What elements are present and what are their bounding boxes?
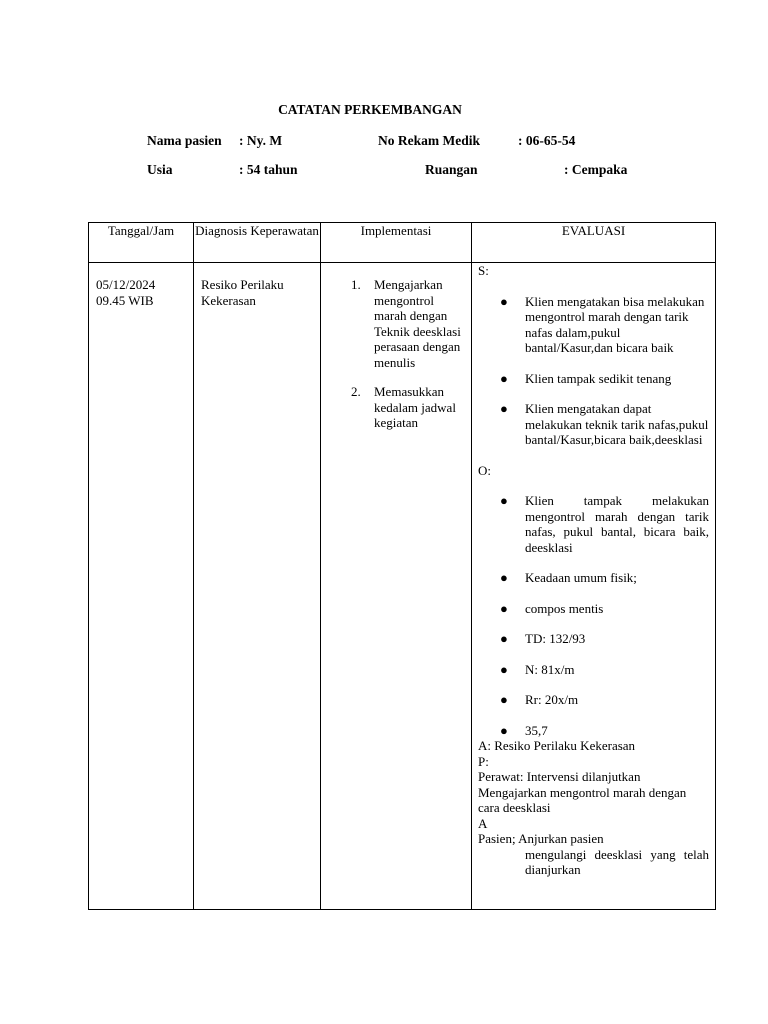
bullet-icon: ●: [500, 661, 508, 677]
patient-name-value: : Ny. M: [239, 133, 283, 148]
list-item-text: Rr: 20x/m: [525, 692, 579, 707]
column-header-evaluation: EVALUASI: [472, 223, 716, 263]
column-header-diagnosis: Diagnosis Keperawatan: [194, 223, 321, 263]
room-label: Ruangan: [425, 162, 478, 177]
list-item: [478, 493, 709, 555]
column-header-date: Tanggal/Jam: [89, 223, 194, 263]
list-item-text: Klien mengatakan dapat melakukan teknik tarik nafas,pukul bantal/Kasur,bicara baik,deesklasi: [525, 401, 709, 447]
bullet-icon: ●: [500, 722, 508, 738]
list-item-text: 35,7: [525, 722, 548, 738]
evaluation-cell: [472, 263, 716, 910]
bullet-icon: ●: [500, 293, 508, 309]
list-item: [478, 631, 709, 647]
list-item: [351, 277, 467, 370]
bullet-icon: ●: [500, 370, 508, 386]
subjective-label: S:: [478, 263, 489, 278]
list-item-text: Memasukkan kedalam jadwal kegiatan: [374, 384, 456, 430]
list-item: [351, 384, 467, 431]
list-item: [478, 662, 709, 678]
implementation-list: [351, 277, 467, 431]
list-item-text: Mengajarkan mengontrol marah dengan Teknik deesklasi perasaan dengan menulis: [374, 277, 461, 370]
progress-notes-table: [88, 222, 716, 910]
age-value: : 54 tahun: [239, 162, 298, 177]
assessment-line: A: Resiko Perilaku Kekerasan: [478, 738, 636, 753]
table-header-row: [89, 223, 716, 263]
implementation-cell: [321, 263, 472, 910]
bullet-icon: ●: [500, 493, 508, 508]
bullet-icon: ●: [500, 600, 508, 616]
patient-name-label: Nama pasien: [147, 133, 222, 148]
plan-teaching: Mengajarkan mengontrol marah dengan cara deesklasi: [478, 784, 687, 815]
subjective-list: [478, 294, 709, 448]
list-item: [478, 401, 709, 448]
list-item-text: compos mentis: [525, 600, 604, 616]
bullet-icon: ●: [500, 631, 508, 646]
list-item-text: Klien tampak sedikit tenang: [525, 370, 672, 386]
plan-nurse: Perawat: Intervensi dilanjutkan: [478, 769, 641, 784]
date-cell: [89, 263, 194, 910]
list-item-text: Klien tampak melakukan mengontrol marah dengan tarik nafas, pukul bantal, bicara baik, deesklasi: [525, 493, 709, 555]
medical-record-value: : 06-65-54: [518, 133, 576, 148]
room-value: : Cempaka: [564, 162, 628, 177]
table-row: [89, 263, 716, 910]
time-text: 09.45 WIB: [96, 292, 154, 308]
list-item: [478, 371, 709, 387]
list-item: [478, 294, 709, 356]
bullet-icon: ●: [500, 692, 508, 707]
diagnosis-text: Resiko Perilaku Kekerasan: [201, 277, 284, 308]
plan-a-label: A: [478, 815, 488, 831]
plan-patient-continued: mengulangi deesklasi yang telah dianjurkan: [525, 846, 709, 877]
objective-list: [478, 493, 709, 738]
list-item: [478, 601, 709, 617]
document-title: CATATAN PERKEMBANGAN: [278, 102, 462, 117]
list-item-text: N: 81x/m: [525, 661, 575, 677]
list-number: 2.: [351, 384, 361, 399]
list-item-text: Klien mengatakan bisa melakukan mengontrol marah dengan tarik nafas dalam,pukul bantal/Kasur,dan bicara baik: [525, 293, 705, 355]
list-item-text: Keadaan umum fisik;: [525, 570, 637, 585]
list-item: [478, 692, 709, 708]
medical-record-label: No Rekam Medik: [378, 133, 480, 148]
list-item: [478, 570, 709, 586]
plan-patient: Pasien; Anjurkan pasien: [478, 831, 604, 846]
diagnosis-cell: [194, 263, 321, 910]
plan-label: P:: [478, 753, 489, 769]
age-label: Usia: [147, 162, 173, 177]
bullet-icon: ●: [500, 401, 508, 416]
objective-label: O:: [478, 462, 491, 478]
bullet-icon: ●: [500, 570, 508, 585]
list-item: [478, 723, 709, 739]
list-item-text: TD: 132/93: [525, 631, 586, 646]
list-number: 1.: [351, 277, 361, 292]
date-text: 05/12/2024: [96, 277, 156, 292]
column-header-implementation: Implementasi: [321, 223, 472, 263]
